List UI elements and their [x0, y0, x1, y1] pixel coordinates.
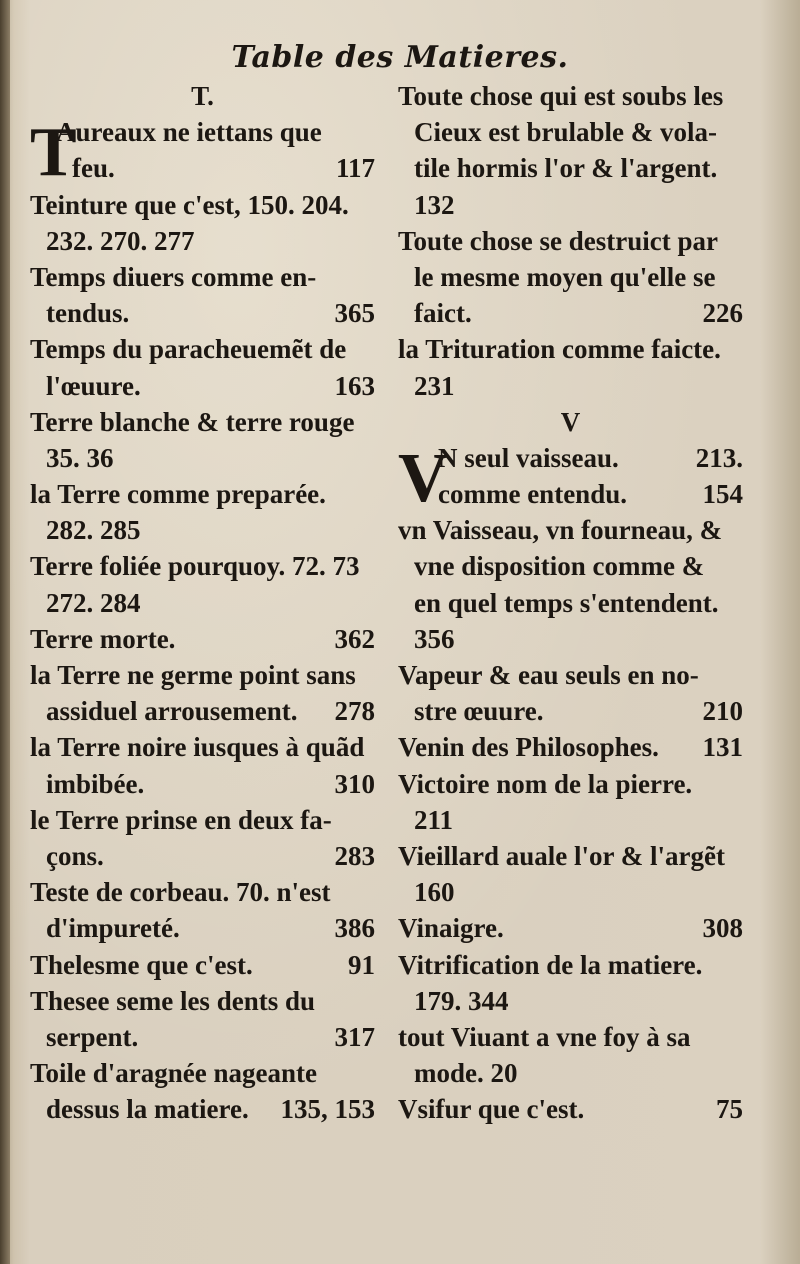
index-entry [398, 223, 743, 259]
entry-text: serpent. [46, 1021, 139, 1052]
drop-cap-letter: T [30, 114, 77, 192]
index-entry [30, 187, 375, 223]
index-entry [398, 1019, 743, 1055]
entry-text: 272. 284 [46, 587, 141, 618]
entry-text: Temps diuers comme en- [30, 261, 317, 292]
index-entry [30, 585, 375, 621]
page-reference: 226 [702, 298, 743, 329]
index-entry [30, 621, 375, 657]
index-entry [398, 295, 743, 331]
index-entry [30, 910, 375, 946]
index-entry [30, 983, 375, 1019]
index-entry [30, 512, 375, 548]
index-entry [30, 766, 375, 802]
entry-text: Vapeur & eau seuls en no- [398, 660, 699, 690]
page-reference: 213. [695, 442, 743, 473]
entry-text: tile hormis l'or & l'argent. [414, 153, 718, 184]
entry-text: Aureaux ne iettans que [56, 117, 322, 148]
entry-text: 160 [414, 877, 455, 908]
index-entry [398, 838, 743, 874]
index-entry [30, 1055, 375, 1091]
entry-text: imbibée. [46, 768, 145, 799]
page-reference: 308 [702, 913, 743, 944]
index-entry [398, 729, 743, 765]
index-entry [398, 187, 743, 223]
entry-text: tout Viuant a vne foy à sa [398, 1021, 691, 1052]
index-entry [30, 259, 375, 295]
entry-text: stre œuure. [414, 696, 544, 727]
entry-text: Vsifur que c'est. [398, 1094, 585, 1125]
index-entry [398, 114, 743, 150]
entry-text: 282. 285 [46, 515, 141, 546]
index-entry [398, 983, 743, 1019]
entry-text: le Terre prinse en deux fa- [30, 804, 332, 835]
index-entry [398, 766, 743, 802]
entry-text: Teinture que c'est, 150. 204. [30, 189, 349, 220]
page-reference: 210 [702, 696, 743, 727]
entry-text: Thesee seme les dents du [30, 985, 315, 1016]
entry-text: Vinaigre. [398, 913, 504, 944]
entry-text: 132 [414, 189, 455, 220]
entry-text: la Terre noire iusques à quãd [30, 732, 365, 763]
index-entry [30, 1091, 375, 1127]
index-entry [398, 512, 743, 548]
page-reference: 135, 153 [280, 1094, 375, 1125]
index-entry [30, 295, 375, 331]
page-reference: 75 [716, 1094, 743, 1125]
entry-text: faict. [414, 298, 472, 329]
entry-text: d'impureté. [46, 913, 180, 944]
entry-text: assiduel arrousement. [46, 696, 298, 727]
page-reference: 310 [334, 768, 375, 799]
index-entry [398, 1091, 743, 1127]
entry-text: Venin des Philosophes. [398, 732, 659, 763]
entry-text: Toute chose qui est soubs les [398, 81, 724, 111]
index-entry [398, 548, 743, 584]
page-reference: 362 [334, 623, 375, 654]
index-entry [30, 657, 375, 693]
entry-text: dessus la matiere. [46, 1094, 249, 1125]
index-entry [398, 1055, 743, 1091]
section-letter-v: V [560, 406, 581, 437]
index-entry [398, 476, 743, 512]
entry-text: tendus. [46, 298, 130, 329]
index-entry [30, 729, 375, 765]
index-entry [398, 657, 743, 693]
page-reference: 154 [702, 479, 743, 510]
index-entry [398, 368, 743, 404]
section-letter-t: T. [191, 81, 214, 111]
entry-text: la Terre ne germe point sans [30, 660, 356, 690]
entry-text: Toute chose se destruict par [398, 225, 718, 256]
entry-text: Vieillard auale l'or & l'argẽt [398, 840, 725, 871]
entry-text: Toile d'aragnée nageante [30, 1058, 317, 1089]
entry-text: en quel temps s'entendent. [414, 587, 719, 618]
index-entry [398, 802, 743, 838]
index-entry [30, 693, 375, 729]
index-entry [398, 331, 743, 367]
index-column-left [30, 78, 375, 1127]
index-entry [30, 947, 375, 983]
index-entry [30, 548, 375, 584]
entry-text: 231 [414, 370, 455, 401]
index-entry [398, 621, 743, 657]
index-entry [30, 838, 375, 874]
entry-text: vne disposition comme & [414, 551, 705, 582]
index-entry [398, 910, 743, 946]
page-reference: 317 [334, 1021, 375, 1052]
entry-text: Temps du paracheuemẽt de [30, 334, 347, 365]
entry-text: le mesme moyen qu'elle se [414, 261, 716, 292]
entry-text: la Terre comme preparée. [30, 479, 326, 510]
index-entry [398, 693, 743, 729]
entry-text: 356 [414, 623, 455, 654]
page-reference: 117 [335, 153, 375, 184]
page-reference: 278 [334, 696, 375, 727]
entry-text: Thelesme que c'est. [30, 949, 253, 980]
page-reference: 386 [334, 913, 375, 944]
index-entry [398, 874, 743, 910]
page-reference: 365 [334, 298, 375, 329]
index-entry [398, 150, 743, 186]
index-column-right [398, 78, 743, 1127]
entry-text: comme entendu. [438, 479, 627, 510]
entry-text: Terre foliée pourquoy. 72. 73 [30, 551, 360, 582]
entry-text: l'œuure. [46, 370, 141, 401]
page-reference: 283 [334, 840, 375, 871]
index-entry [30, 802, 375, 838]
index-entry [30, 223, 375, 259]
entry-text: vn Vaisseau, vn fourneau, & [398, 515, 723, 546]
book-spine-shadow [0, 0, 10, 1264]
index-entry [398, 947, 743, 983]
index-entry [398, 585, 743, 621]
entry-text: 179. 344 [414, 985, 509, 1016]
entry-text: Vitrification de la matiere. [398, 949, 703, 980]
index-entry [398, 78, 743, 114]
page-title: Table des Matieres. [231, 40, 569, 75]
entry-text: Terre morte. [30, 623, 176, 654]
page-reference: 163 [334, 370, 375, 401]
index-entry [30, 368, 375, 404]
entry-text: Teste de corbeau. 70. n'est [30, 877, 331, 908]
drop-cap-letter: V [398, 439, 449, 517]
page-reference: 131 [702, 732, 743, 763]
entry-text: la Trituration comme faicte. [398, 334, 721, 365]
index-entry [30, 150, 375, 186]
page-reference: 91 [348, 949, 375, 980]
entry-text: Cieux est brulable & vola- [414, 117, 717, 148]
index-entry [30, 1019, 375, 1055]
index-entry [30, 476, 375, 512]
index-entry [30, 331, 375, 367]
entry-text: 211 [414, 804, 454, 835]
entry-text: Terre blanche & terre rouge [30, 406, 355, 437]
index-entry [30, 404, 375, 440]
index-entry [398, 259, 743, 295]
entry-text: çons. [46, 840, 104, 871]
entry-text: N seul vaisseau. [438, 442, 619, 473]
entry-text: Victoire nom de la pierre. [398, 768, 693, 799]
entry-text: 232. 270. 277 [46, 225, 195, 256]
entry-text: feu. [72, 153, 115, 184]
entry-text: mode. 20 [414, 1058, 518, 1089]
entry-text: 35. 36 [46, 442, 114, 473]
index-entry [30, 440, 375, 476]
index-entry [30, 874, 375, 910]
